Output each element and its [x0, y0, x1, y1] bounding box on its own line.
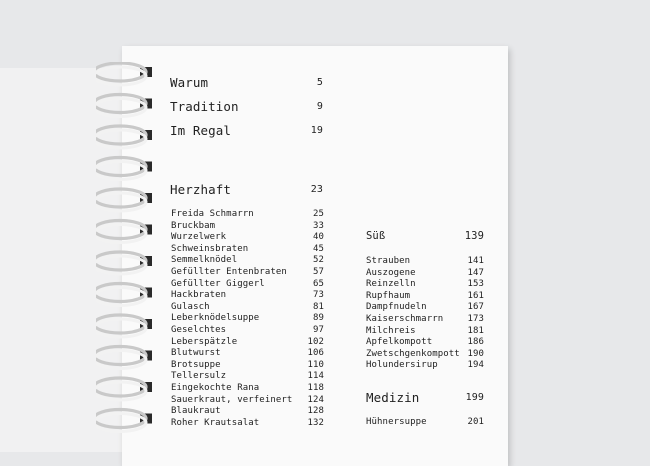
toc-entry — [171, 290, 324, 301]
toc-entry-page: 132 — [307, 417, 324, 428]
toc-entry-page: 81 — [312, 301, 324, 312]
toc-entry-page: 201 — [467, 417, 484, 427]
toc-entry-label: Leberknödelsuppe — [171, 313, 260, 324]
toc-entry — [171, 359, 324, 371]
toc-entry-label: Apfelkompott — [366, 337, 433, 348]
toc-entry — [171, 209, 324, 220]
spiral-ring — [96, 189, 152, 211]
toc-entry — [366, 417, 484, 428]
spiral-ring — [96, 284, 152, 306]
toc-entry-label: Tellersulz — [171, 371, 227, 382]
toc-entry-page: 25 — [312, 209, 324, 219]
toc-entry-page: 194 — [467, 360, 484, 371]
toc-entry-label: Gulasch — [171, 301, 210, 312]
toc-entry — [366, 348, 484, 360]
toc-entry-label: Blutwurst — [171, 348, 221, 359]
toc-entry-label: Dampfnudeln — [366, 302, 427, 313]
toc-entry — [171, 278, 324, 290]
spiral-ring — [96, 410, 152, 432]
toc-entry-page: 73 — [312, 290, 324, 301]
toc-entry — [171, 371, 324, 382]
toc-entry-page: 52 — [312, 255, 324, 266]
toc-entry — [366, 230, 484, 242]
spiral-ring — [96, 221, 152, 243]
toc-entry — [171, 267, 324, 278]
toc-heading — [170, 182, 323, 197]
toc-entry — [171, 301, 324, 313]
toc-entry-label: Tradition — [170, 99, 239, 114]
spiral-ring — [96, 315, 152, 337]
toc-entry-page: 199 — [465, 392, 484, 403]
toc-entry-page: 65 — [312, 278, 324, 289]
toc-entry-label: Kaiserschmarrn — [366, 314, 444, 324]
toc-entry-label: Freida Schmarrn — [171, 209, 254, 219]
toc-entry — [171, 325, 324, 336]
toc-entry-label: Gefüllter Entenbraten — [171, 267, 287, 277]
toc-entry-label: Wurzelwerk — [171, 232, 227, 243]
toc-entry — [171, 243, 324, 255]
toc-entry-page: 97 — [312, 325, 324, 335]
spiral-ring — [96, 347, 152, 369]
toc-entry-page: 102 — [307, 336, 324, 347]
spiral-ring — [96, 63, 152, 85]
toc-entry-page: 118 — [307, 383, 324, 393]
toc-entry-label: Schweinsbraten — [171, 243, 249, 254]
toc-entry — [366, 302, 484, 313]
toc-entry-label: Holundersirup — [366, 360, 438, 371]
toc-entry — [366, 325, 484, 337]
toc-entry-label: Roher Krautsalat — [171, 417, 260, 428]
spiral-ring — [96, 252, 152, 274]
toc-entry — [171, 232, 324, 243]
toc-entry-page: 141 — [467, 256, 484, 266]
toc-entry-label: Reinzelln — [366, 279, 416, 290]
toc-entry-page: 106 — [307, 348, 324, 359]
toc-entry — [366, 314, 484, 325]
toc-entry-label: Medizin — [366, 390, 420, 405]
toc-entry-page: 33 — [312, 220, 324, 231]
toc-entry — [366, 290, 484, 302]
toc-entry-page: 19 — [310, 125, 323, 136]
toc-entry-page: 45 — [312, 243, 324, 254]
toc-entry-page: 5 — [316, 77, 323, 88]
toc-entry-page: 161 — [467, 290, 484, 301]
toc-entry — [366, 267, 484, 279]
toc-entry-label: Brotsuppe — [171, 359, 221, 370]
toc-entry-label: Hühnersuppe — [366, 417, 427, 427]
toc-entry — [171, 417, 324, 429]
toc-entry-page: 57 — [312, 267, 324, 277]
toc-entry-page: 110 — [307, 359, 324, 370]
toc-entry-page: 173 — [467, 314, 484, 324]
toc-entry-label: Semmelknödel — [171, 255, 238, 266]
toc-entry-page: 147 — [467, 267, 484, 278]
toc-entry-label: Zwetschgenkompott — [366, 348, 460, 359]
toc-heading — [170, 75, 323, 90]
toc-entry — [366, 337, 484, 348]
toc-entry-label: Herzhaft — [170, 182, 232, 197]
spiral-ring — [96, 95, 152, 117]
toc-entry-page: 167 — [467, 302, 484, 313]
toc-entry-label: Geselchtes — [171, 325, 227, 335]
toc-entry-page: 40 — [312, 232, 324, 243]
toc-heading — [366, 390, 484, 405]
toc-entry-label: Hackbraten — [171, 290, 227, 301]
toc-entry-label: Rupfhaum — [366, 290, 411, 301]
toc-entry-page: 23 — [310, 184, 323, 195]
toc-entry-label: Auszogene — [366, 267, 416, 278]
toc-entry-page: 181 — [467, 325, 484, 336]
toc-entry-label: Eingekochte Rana — [171, 383, 260, 393]
toc-heading — [170, 123, 323, 138]
toc-entry-label: Leberspätzle — [171, 336, 238, 347]
toc-entry-page: 153 — [467, 279, 484, 290]
toc-entry-page: 190 — [467, 348, 484, 359]
toc-entry — [366, 360, 484, 371]
toc-entry-page: 139 — [464, 230, 484, 242]
toc-heading — [170, 99, 323, 114]
toc-entry-label: Warum — [170, 75, 209, 90]
toc-entry-label: Bruckbam — [171, 220, 216, 231]
toc-entry — [171, 255, 324, 266]
toc-entry — [171, 383, 324, 394]
toc-entry — [171, 406, 324, 417]
toc-entry-page: 128 — [307, 406, 324, 417]
toc-entry-page: 186 — [467, 337, 484, 348]
toc-entry-label: Im Regal — [170, 123, 232, 138]
spiral-ring — [96, 378, 152, 400]
spiral-binding — [96, 62, 160, 452]
toc-entry-page: 9 — [316, 101, 323, 112]
toc-entry-label: Süß — [366, 230, 386, 242]
spiral-ring — [96, 158, 152, 180]
toc-entry-label: Milchreis — [366, 325, 416, 336]
toc-entry-label: Blaukraut — [171, 406, 221, 417]
toc-entry-label: Gefüllter Giggerl — [171, 278, 265, 289]
toc-entry-page: 114 — [307, 371, 324, 382]
toc-entry-label: Strauben — [366, 256, 411, 266]
spiral-ring — [96, 126, 152, 148]
toc-entry — [171, 336, 324, 348]
toc-entry — [366, 256, 484, 267]
toc-entry-page: 89 — [312, 313, 324, 324]
toc-entry — [171, 394, 324, 406]
toc-entry-page: 124 — [307, 394, 324, 405]
toc-entry — [171, 348, 324, 359]
toc-entry — [171, 313, 324, 324]
toc-entry — [171, 220, 324, 232]
toc-entry-label: Sauerkraut, verfeinert — [171, 394, 293, 405]
toc-entry — [366, 279, 484, 290]
